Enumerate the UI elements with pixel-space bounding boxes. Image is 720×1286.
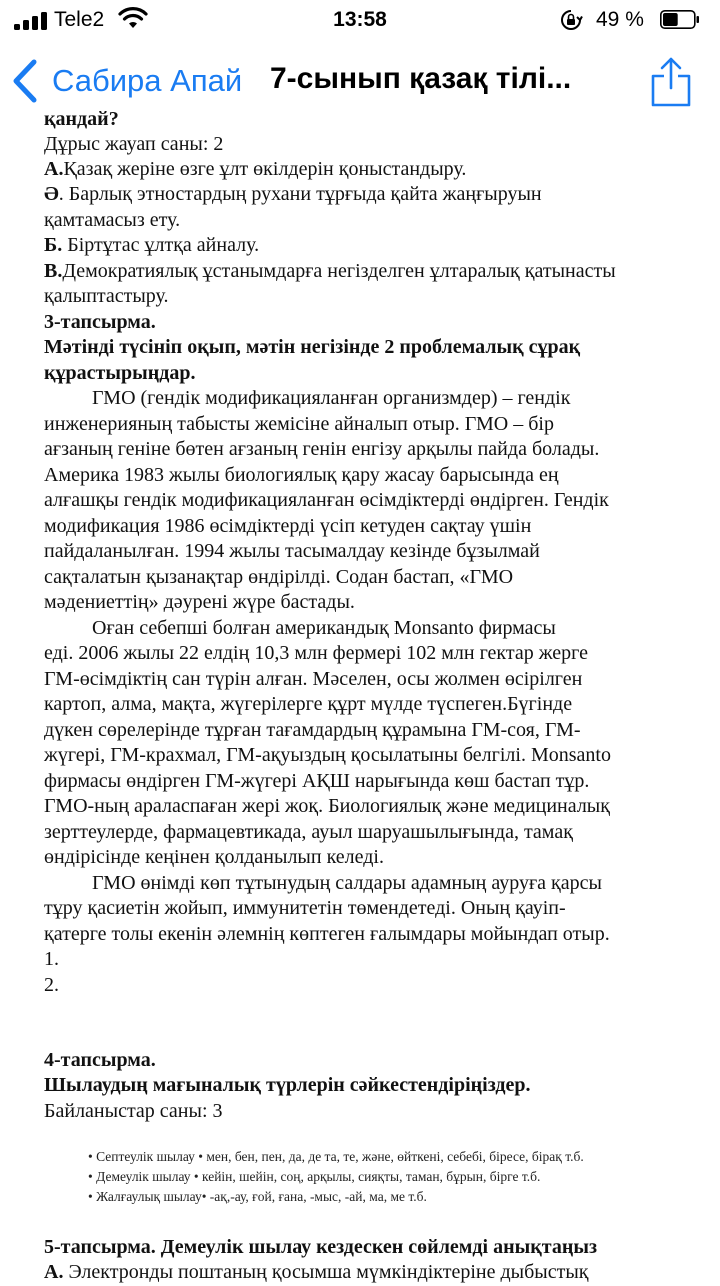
text-line: ағзаның геніне бөтен ағзаның генін енгізу арқылы пайда болады.: [44, 438, 600, 460]
carrier-name: Tele2: [54, 8, 105, 31]
document-viewer[interactable]: [0, 108, 720, 1283]
task3-title: 3-тапсырма.: [44, 311, 156, 333]
text-line: еді. 2006 жылы 22 елдің 10,3 млн фермері 102 млн гектар жерге: [44, 642, 588, 664]
option-v-continued: қалыптастыру.: [44, 285, 169, 307]
chevron-left-icon: [12, 59, 38, 103]
task5-option-a: А. Электронды поштаның қосымша мүмкіндіктеріне дыбыстық: [44, 1261, 589, 1283]
text-line: картоп, алма, мақта, жүгерілерге құрт мүлде түспеген.Бүгінде: [44, 693, 573, 715]
option-ae: Ә. Барлық этностардың рухани тұрғыда қайта жаңғыруын: [44, 183, 542, 205]
orientation-lock-icon: [560, 9, 582, 31]
task4-connections: Байланыстар саны: 3: [44, 1100, 223, 1122]
text-line: қатерге толы екенін әлемнің көптеген ғалымдары мойындап отыр.: [44, 923, 610, 945]
share-icon[interactable]: [650, 56, 692, 108]
option-v: В.Демократиялық ұстанымдарға негізделген ұлтаралық қатынасты: [44, 260, 616, 282]
text-line: алғашқы гендік модификацияланған өсімдіктерді өндірген. Гендік: [44, 489, 609, 511]
answer-slot-1: 1.: [44, 948, 59, 970]
task4-title: 4-тапсырма.: [44, 1049, 156, 1071]
list-item: • Демеулік шылау • кейін, шейін, соң, арқылы, сияқты, таман, бұрын, бірге т.б.: [88, 1169, 541, 1184]
answer-slot-2: 2.: [44, 974, 59, 996]
task3-instruction-line: құрастырыңдар.: [44, 362, 196, 384]
text-line: Америка 1983 жылы биологиялық қару жасау барысында ең: [44, 464, 559, 486]
text-line: ГМО (гендік модификацияланған организмдер) – гендік: [92, 387, 571, 409]
text-line: дүкен сөрелерінде тұрған тағамдардың құрамына ГМ-соя, ГМ-: [44, 719, 581, 741]
list-item: • Жалғаулық шылау• -ақ,-ау, ғой, ғана, -мыс, -ай, ма, ме т.б.: [88, 1189, 427, 1204]
clock: 13:58: [333, 8, 387, 31]
text-line: Оған себепші болған американдық Monsanto фирмасы: [92, 617, 556, 639]
text-line: ГМ-өсімдіктің сан түрін алған. Мәселен, осы жолмен өсірілген: [44, 668, 583, 690]
text-line: модификация 1986 өсімдіктерді үсіп кетуден сақтау үшін: [44, 515, 532, 537]
cut-top-line: қандай?: [44, 108, 119, 130]
list-item: • Септеулік шылау • мен, бен, пен, да, де та, те, және, өйткені, себебі, біресе, бірақ т.б.: [88, 1149, 584, 1164]
text-line: пайдаланылған. 1994 жылы тасымалдау кезінде бұзылмай: [44, 540, 540, 562]
option-ae-continued: қамтамасыз ету.: [44, 209, 181, 231]
task4-instruction: Шылаудың мағыналық түрлерін сәйкестендіріңіздер.: [44, 1074, 531, 1096]
text-line: зерттеулерде, фармацевтикада, ауыл шаруашылығында, тамақ: [44, 821, 573, 843]
text-line: мәдениеттің» дәурені жүре бастады.: [44, 591, 355, 613]
battery-icon: [660, 10, 700, 29]
option-a: А.Қазақ жеріне өзге ұлт өкілдерін қоныстандыру.: [44, 158, 467, 180]
text-line: тұру қасиетін жойып, иммунитетін төмендетеді. Оның қауіп-: [44, 897, 566, 919]
text-line: жүгері, ГМ-крахмал, ГМ-ақуыздың қосылатыны белгілі. Monsanto: [44, 744, 611, 766]
status-bar: [0, 0, 720, 40]
text-line: сақталатын қызанақтар өндірілді. Содан бастап, «ГМО: [44, 566, 514, 588]
text-line: инженерияның табысты жемісіне айналып отыр. ГМО – бір: [44, 413, 554, 435]
back-label: Сабира Апай: [52, 63, 243, 98]
text-line: өндірісінде кеңінен қолданылып келеді.: [44, 846, 384, 868]
battery-percent: 49 %: [596, 8, 644, 31]
text-line: ГМО өнімді көп тұтынудың салдары адамның ауруға қарсы: [92, 872, 602, 894]
correct-answers-count: Дұрыс жауап саны: 2: [44, 133, 224, 155]
task3-instruction-line: Мәтінді түсініп оқып, мәтін негізінде 2 проблемалық сұрақ: [44, 336, 581, 358]
page-title: 7-сынып қазақ тілі...: [270, 62, 572, 95]
option-b: Б. Біртұтас ұлтқа айналу.: [44, 234, 260, 256]
text-line: фирмасы өндірген ГМ-жүгері АҚШ нарығында көш бастап тұр.: [44, 770, 590, 792]
text-line: ГМО-ның араласпаған жері жоқ. Биологиялық және медициналық: [44, 795, 610, 817]
back-button[interactable]: [12, 54, 242, 108]
task5-title: 5-тапсырма. Демеулік шылау кездескен сөйлемді анықтаңыз: [44, 1236, 597, 1258]
